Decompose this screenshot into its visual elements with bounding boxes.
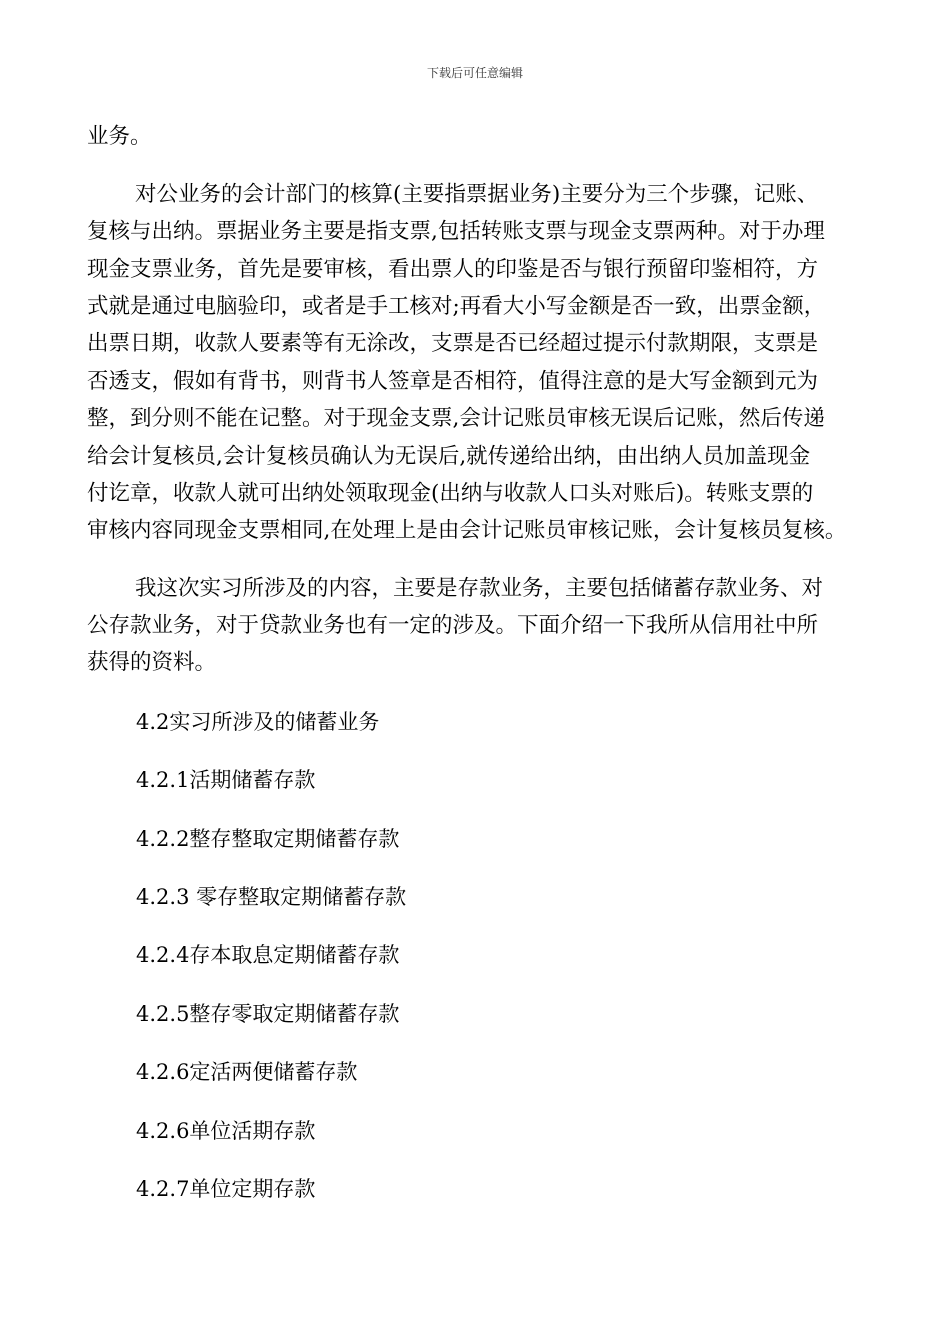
paragraph-line: 对公业务的会计部门的核算(主要指票据业务)主要分为三个步骤，记账、 [135,182,819,207]
subsection-heading: 4.2.7单位定期存款 [136,1177,316,1201]
subsection-heading: 4.2.2整存整取定期储蓄存款 [136,827,400,851]
section-heading: 4.2实习所涉及的储蓄业务 [136,710,380,734]
paragraph-line: 整，到分则不能在记整。对于现金支票,会计记账员审核无误后记账，然后传递 [87,406,825,431]
page-header: 下载后可任意编辑 [426,66,523,80]
paragraph-line: 审核内容同现金支票相同,在处理上是由会计记账员审核记账，会计复核员复核。 [87,518,847,543]
paragraph-line: 现金支票业务，首先是要审核，看出票人的印鉴是否与银行预留印鉴相符，方 [87,257,819,282]
subsection-heading: 4.2.5整存零取定期储蓄存款 [136,1002,400,1026]
paragraph-line: 业务。 [87,124,152,149]
paragraph-line: 式就是通过电脑验印，或者是手工核对;再看大小写金额是否一致，出票金额， [87,294,826,319]
subsection-heading: 4.2.3 零存整取定期储蓄存款 [136,885,407,909]
paragraph-line: 出票日期，收款人要素等有无涂改，支票是否已经超过提示付款期限，支票是 [87,331,819,356]
subsection-heading: 4.2.6定活两便储蓄存款 [136,1060,358,1084]
paragraph-line: 我这次实习所涉及的内容，主要是存款业务，主要包括储蓄存款业务、对 [135,576,824,601]
paragraph-line: 获得的资料。 [87,650,217,675]
paragraph-line: 公存款业务，对于贷款业务也有一定的涉及。下面介绍一下我所从信用社中所 [87,613,819,638]
paragraph-line: 给会计复核员,会计复核员确认为无误后,就传递给出纳，由出纳人员加盖现金 [87,444,811,469]
subsection-heading: 4.2.4存本取息定期储蓄存款 [136,943,400,967]
paragraph-line: 付讫章，收款人就可出纳处领取现金(出纳与收款人口头对账后)。转账支票的 [87,481,814,506]
subsection-heading: 4.2.6单位活期存款 [136,1119,316,1143]
paragraph-line: 否透支，假如有背书，则背书人签章是否相符，值得注意的是大写金额到元为 [87,369,819,394]
subsection-heading: 4.2.1活期储蓄存款 [136,768,316,792]
paragraph-line: 复核与出纳。票据业务主要是指支票,包括转账支票与现金支票两种。对于办理 [87,219,825,244]
